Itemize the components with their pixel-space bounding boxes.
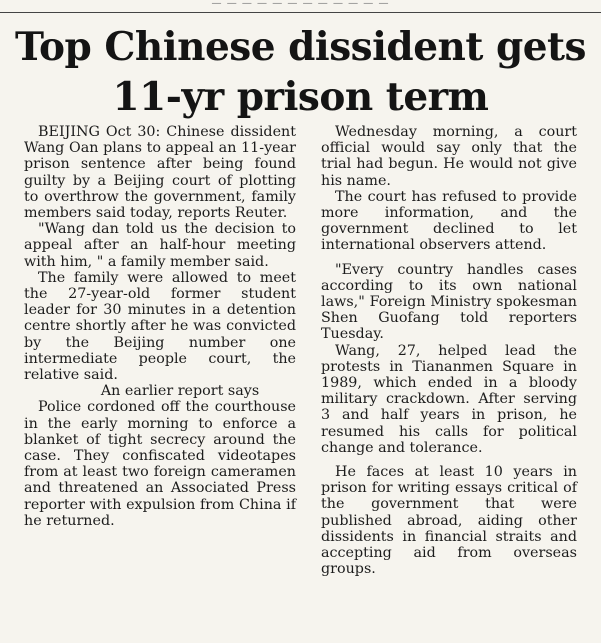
- left-column: [24, 124, 296, 529]
- paragraph-charges: He faces at least 10 years in prison for writing essays critical of the government that were published abroad, aiding other dissidents in financial straits and accepting aid from overseas groups.: [321, 464, 577, 578]
- paragraph-tiananmen: Wang, 27, helped lead the protests in Tiananmen Square in 1989, which ended in a bloody military crackdown. After serving 3 and half years in prison, he resumed his calls for political change and tolerance.: [321, 342, 577, 456]
- paragraph-court-official: Wednesday morning, a court official would say only that the trial had begun. He would not give his name.: [321, 124, 577, 189]
- subhead-earlier-report: An earlier report says: [100, 383, 260, 400]
- paragraph-police: Police cordoned off the courthouse in the early morning to enforce a blanket of tight secrecy around the case. They confiscated videotapes from at least two foreign cameramen and threatened an Associated Press reporter with expulsion from China if he returned.: [24, 399, 296, 529]
- paragraph-lead: BEIJING Oct 30: Chinese dissident Wang Oan plans to appeal an 11-year prison sentence after being found guilty by a Beijing court of plotting to overthrow the government, family members said today, reports Reuter.: [24, 124, 296, 222]
- paragraph-ministry-quote: "Every country handles cases according to its own national laws," Foreign Ministry spokesman Shen Guofang told reporters Tuesday.: [321, 261, 577, 343]
- right-column: [321, 124, 577, 577]
- top-strip: [0, 0, 601, 13]
- paragraph-family-meeting: The family were allowed to meet the 27-year-old former student leader for 30 minutes in a detention centre shortly after he was convicted by the Beijing number one intermediate people court, the relative said.: [24, 269, 296, 384]
- top-strip-text: — — — — — — — — — — — —: [211, 0, 390, 8]
- headline: Top Chinese dissident gets 11-yr prison term: [14, 24, 587, 120]
- paragraph-quote: "Wang dan told us the decision to appeal after an half-hour meeting with him, " a family member said.: [24, 221, 296, 270]
- paragraph-court-refused: The court has refused to provide more information, and the government declined to let international observers attend.: [321, 188, 577, 254]
